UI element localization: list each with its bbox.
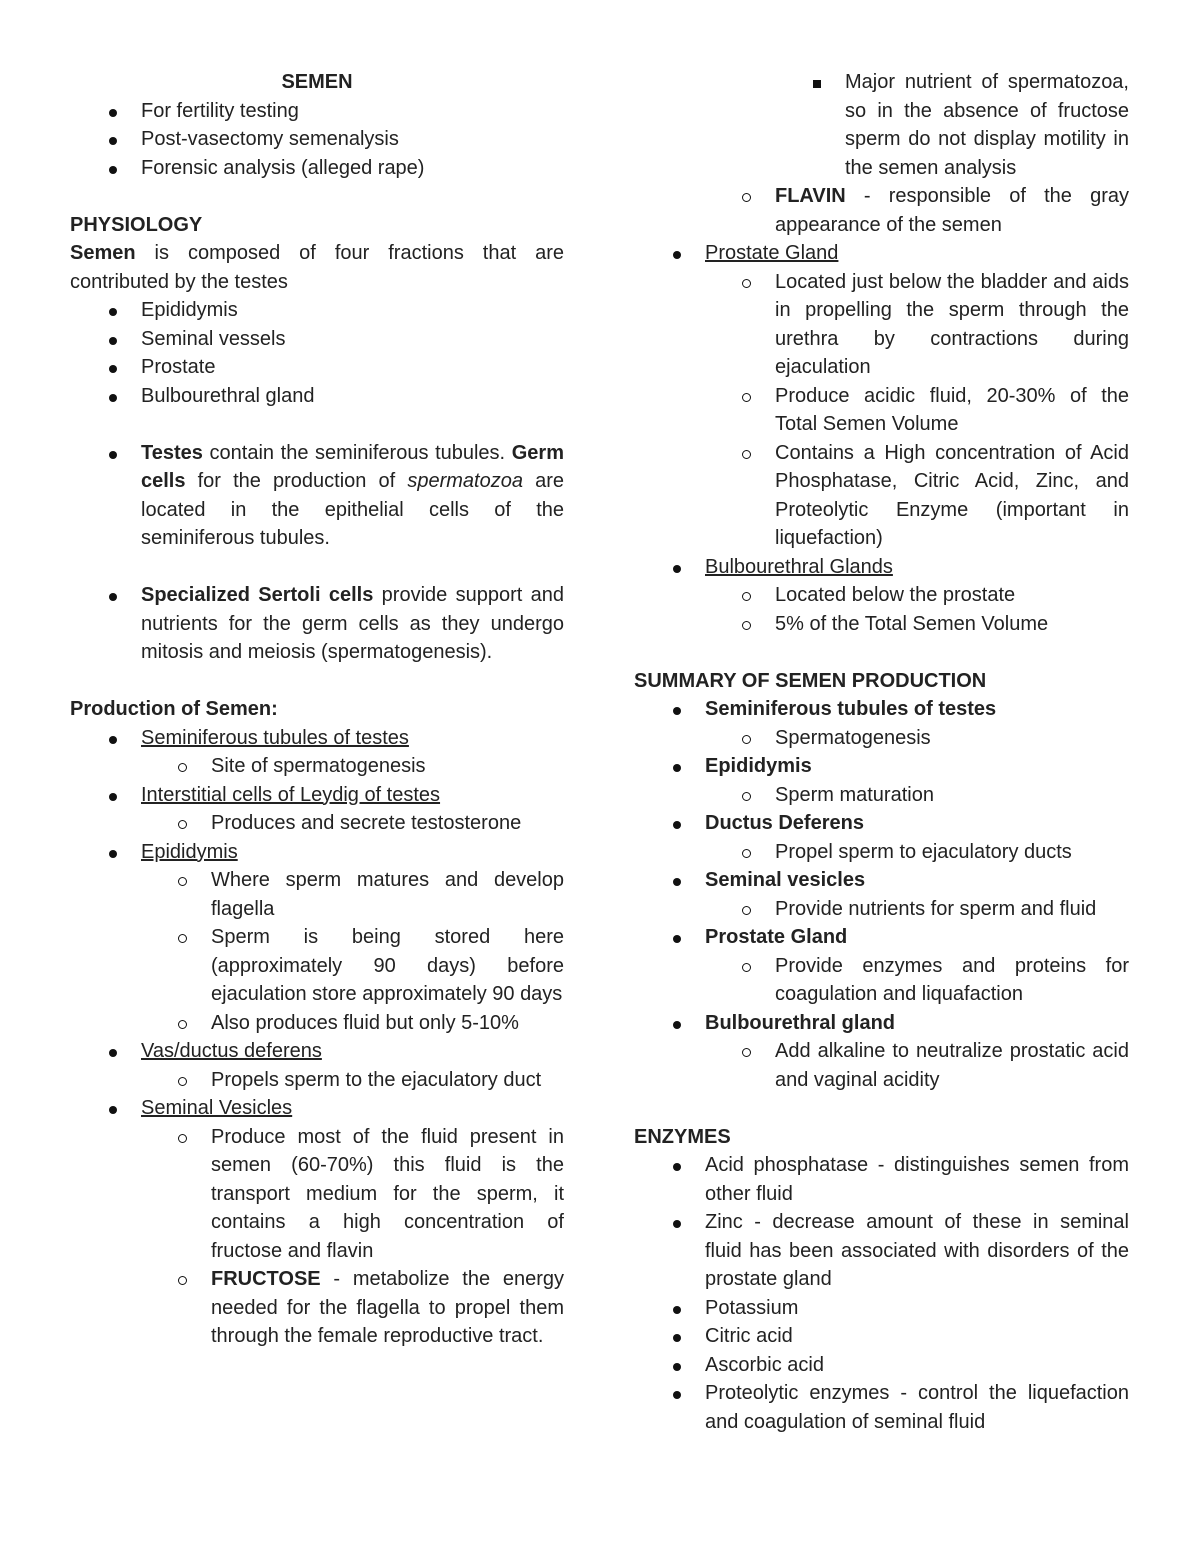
bullet-icon — [671, 1294, 681, 1323]
production-sub-item — [70, 809, 564, 838]
summary-label: Seminiferous tubules of testes — [705, 698, 997, 720]
circle-bullet-icon — [741, 781, 751, 810]
bullet-icon — [107, 1037, 117, 1066]
production-sub-text: Site of spermatogenesis — [211, 755, 426, 777]
production-sub-item — [70, 1066, 564, 1095]
bullet-icon — [671, 553, 681, 582]
production-sub-item — [634, 581, 1129, 610]
summary-heading: SUMMARY OF SEMEN PRODUCTION — [634, 669, 987, 692]
summary-label: Bulbourethral gland — [705, 1011, 895, 1034]
circle-bullet-icon — [741, 610, 751, 639]
production-item — [70, 1037, 564, 1066]
flavin-bold: FLAVIN — [775, 185, 846, 207]
bullet-icon — [107, 838, 117, 867]
production-label: Bulbourethral Glands — [705, 555, 893, 578]
production-heading: Production of Semen: — [70, 698, 278, 720]
enzyme-text: Acid phosphatase - distinguishes semen from other fluid — [705, 1154, 1129, 1205]
summary-sub-text: Sperm maturation — [775, 783, 934, 806]
bullet-icon — [671, 1208, 681, 1237]
bullet-icon — [671, 1009, 681, 1038]
production-sub-text: 5% of the Total Semen Volume — [775, 612, 1049, 635]
summary-sub-text: Propel sperm to ejaculatory ducts — [775, 840, 1072, 863]
fraction-item — [70, 382, 564, 411]
production-label: Vas/ductus deferens — [141, 1040, 322, 1062]
physiology-intro — [70, 239, 564, 296]
bullet-icon — [107, 724, 117, 753]
enzyme-item — [634, 1379, 1129, 1436]
production-label: Seminiferous tubules of testes — [141, 726, 409, 749]
summary-item — [634, 695, 1129, 724]
fraction-item — [70, 325, 564, 354]
summary-sub-text: Provide nutrients for sperm and fluid — [775, 897, 1097, 920]
bullet-icon — [107, 581, 117, 610]
enzymes-heading: ENZYMES — [634, 1125, 731, 1148]
left-column — [70, 68, 564, 1351]
production-sub-text: Contains a High concentration of Acid Phosphatase, Citric Acid, Zinc, and Proteolytic Enzyme (important in liquefaction) — [775, 441, 1129, 549]
testes-item — [70, 439, 564, 553]
production-label: Prostate Gland — [705, 242, 839, 264]
enzyme-text: Ascorbic acid — [705, 1353, 824, 1376]
bullet-icon — [107, 382, 117, 411]
circle-bullet-icon — [177, 1066, 187, 1095]
bullet-icon — [671, 923, 681, 952]
production-item — [70, 724, 564, 753]
bullet-icon — [107, 125, 117, 154]
testes-text: are located in the epithelial cells of the seminiferous tubules. — [141, 470, 564, 549]
fraction-item — [70, 296, 564, 325]
document-title: SEMEN — [281, 71, 353, 93]
circle-bullet-icon — [741, 268, 751, 297]
circle-bullet-icon — [177, 923, 187, 952]
enzyme-item — [634, 1294, 1129, 1323]
enzyme-item — [634, 1351, 1129, 1380]
bullet-icon — [107, 296, 117, 325]
sertoli-item — [70, 581, 564, 667]
circle-bullet-icon — [177, 809, 187, 838]
production-sub-text: Produces and secrete testosterone — [211, 812, 522, 834]
summary-sub-text: Provide enzymes and proteins for coagulation and liquafaction — [775, 954, 1129, 1005]
summary-sub-text: Spermatogenesis — [775, 726, 931, 749]
production-sub-item — [634, 268, 1129, 382]
summary-label: Epididymis — [705, 755, 812, 777]
summary-sub-item — [634, 1037, 1129, 1094]
fraction-text: Prostate — [141, 356, 216, 378]
bullet-icon — [671, 239, 681, 268]
production-sub-text: Sperm is being stored here (approximately 90 days) before ejaculation store approximately 90 days — [211, 926, 564, 1005]
spermatozoa-italic: spermatozoa — [407, 470, 523, 492]
production-sub-item — [70, 923, 564, 1009]
circle-bullet-icon — [741, 581, 751, 610]
germ-cells-bold: Germ cells — [141, 441, 564, 492]
right-column — [634, 68, 1129, 1436]
circle-bullet-icon — [741, 382, 751, 411]
circle-bullet-icon — [741, 182, 751, 211]
summary-item — [634, 1009, 1129, 1038]
production-item — [634, 239, 1129, 268]
production-label: Interstitial cells of Leydig of testes — [141, 783, 441, 806]
circle-bullet-icon — [741, 1037, 751, 1066]
production-sub-text: Located below the prostate — [775, 584, 1016, 606]
circle-bullet-icon — [741, 439, 751, 468]
enzyme-text: Zinc - decrease amount of these in seminal fluid has been associated with disorders of the prostate gland — [705, 1211, 1129, 1290]
use-text: Forensic analysis (alleged rape) — [141, 156, 425, 179]
sertoli-bold: Specialized Sertoli cells — [141, 584, 374, 606]
bullet-icon — [671, 1379, 681, 1408]
fructose-bold: FRUCTOSE — [211, 1268, 321, 1290]
production-sub-item — [70, 866, 564, 923]
summary-sub-item — [634, 895, 1129, 924]
summary-label: Prostate Gland — [705, 926, 848, 948]
fructose-text: - metabolize the energy needed for the flagella to propel them through the female reproductive tract. — [211, 1268, 564, 1347]
production-sub-text: Propels sperm to the ejaculatory duct — [211, 1068, 542, 1091]
enzyme-item — [634, 1151, 1129, 1208]
circle-bullet-icon — [741, 952, 751, 981]
circle-bullet-icon — [177, 1009, 187, 1038]
bullet-icon — [671, 1351, 681, 1380]
circle-bullet-icon — [741, 724, 751, 753]
square-bullet-icon — [811, 68, 821, 97]
bullet-icon — [107, 97, 117, 126]
production-sub-text: Produce acidic fluid, 20-30% of the Total Semen Volume — [775, 384, 1129, 435]
bullet-icon — [671, 695, 681, 724]
testes-text: contain the seminiferous tubules. — [202, 441, 512, 464]
production-sub-item — [634, 610, 1129, 639]
production-sub-text: Where sperm matures and develop flagella — [211, 869, 564, 920]
bullet-icon — [107, 781, 117, 810]
summary-sub-item — [634, 724, 1129, 753]
production-sub-item — [634, 382, 1129, 439]
production-item — [70, 1094, 564, 1123]
enzyme-item — [634, 1322, 1129, 1351]
production-item — [70, 781, 564, 810]
production-item — [634, 553, 1129, 582]
intro-bold: Semen — [70, 242, 136, 264]
testes-text: for the production of — [185, 470, 408, 492]
production-sub-item — [70, 1009, 564, 1038]
use-item — [70, 125, 564, 154]
intro-text: is composed of four fractions that are contributed by the testes — [70, 242, 564, 293]
summary-label: Ductus Deferens — [705, 812, 864, 834]
summary-sub-text: Add alkaline to neutralize prostatic acid and vaginal acidity — [775, 1040, 1129, 1091]
fraction-text: Bulbourethral gland — [141, 384, 315, 407]
fructose-note-text: Major nutrient of spermatozoa, so in the absence of fructose sperm do not display motility in the semen analysis — [845, 71, 1129, 179]
summary-item — [634, 866, 1129, 895]
enzyme-text: Potassium — [705, 1296, 799, 1319]
bullet-icon — [107, 439, 117, 468]
enzyme-text: Proteolytic enzymes - control the liquefaction and coagulation of seminal fluid — [705, 1382, 1129, 1433]
flavin-item — [634, 182, 1129, 239]
bullet-icon — [107, 353, 117, 382]
circle-bullet-icon — [741, 838, 751, 867]
production-sub-item — [70, 752, 564, 781]
enzyme-text: Citric acid — [705, 1325, 793, 1347]
testes-bold: Testes — [141, 441, 203, 464]
fructose-note-item — [634, 68, 1129, 182]
summary-sub-item — [634, 781, 1129, 810]
circle-bullet-icon — [177, 752, 187, 781]
use-item — [70, 154, 564, 183]
bullet-icon — [671, 809, 681, 838]
fraction-item — [70, 353, 564, 382]
summary-sub-item — [634, 952, 1129, 1009]
summary-item — [634, 752, 1129, 781]
circle-bullet-icon — [177, 1265, 187, 1294]
fraction-text: Seminal vessels — [141, 327, 286, 350]
bullet-icon — [107, 1094, 117, 1123]
use-item — [70, 97, 564, 126]
use-text: For fertility testing — [141, 99, 299, 122]
production-sub-text: Located just below the bladder and aids in propelling the sperm through the urethra by contractions during ejaculation — [775, 270, 1129, 378]
circle-bullet-icon — [741, 895, 751, 924]
production-sub-item — [634, 439, 1129, 553]
production-sub-text: Produce most of the fluid present in semen (60-70%) this fluid is the transport medium for the sperm, it contains a high concentration of fructose and flavin — [211, 1125, 564, 1262]
summary-item — [634, 923, 1129, 952]
bullet-icon — [107, 154, 117, 183]
bullet-icon — [671, 1322, 681, 1351]
production-sub-item — [70, 1265, 564, 1351]
flavin-text: - responsible of the gray appearance of the semen — [775, 185, 1129, 236]
sertoli-text: provide support and nutrients for the germ cells as they undergo mitosis and meiosis (spermatogenesis). — [141, 584, 564, 663]
use-text: Post-vasectomy semenalysis — [141, 128, 399, 150]
summary-item — [634, 809, 1129, 838]
production-label: Seminal Vesicles — [141, 1097, 293, 1119]
bullet-icon — [107, 325, 117, 354]
bullet-icon — [671, 866, 681, 895]
fraction-text: Epididymis — [141, 299, 238, 321]
circle-bullet-icon — [177, 1123, 187, 1152]
bullet-icon — [671, 752, 681, 781]
summary-label: Seminal vesicles — [705, 869, 866, 891]
circle-bullet-icon — [177, 866, 187, 895]
enzyme-item — [634, 1208, 1129, 1294]
bullet-icon — [671, 1151, 681, 1180]
production-sub-text: Also produces fluid but only 5-10% — [211, 1011, 519, 1034]
production-item — [70, 838, 564, 867]
production-label: Epididymis — [141, 840, 238, 863]
production-sub-item — [70, 1123, 564, 1266]
summary-sub-item — [634, 838, 1129, 867]
physiology-heading: PHYSIOLOGY — [70, 213, 203, 236]
